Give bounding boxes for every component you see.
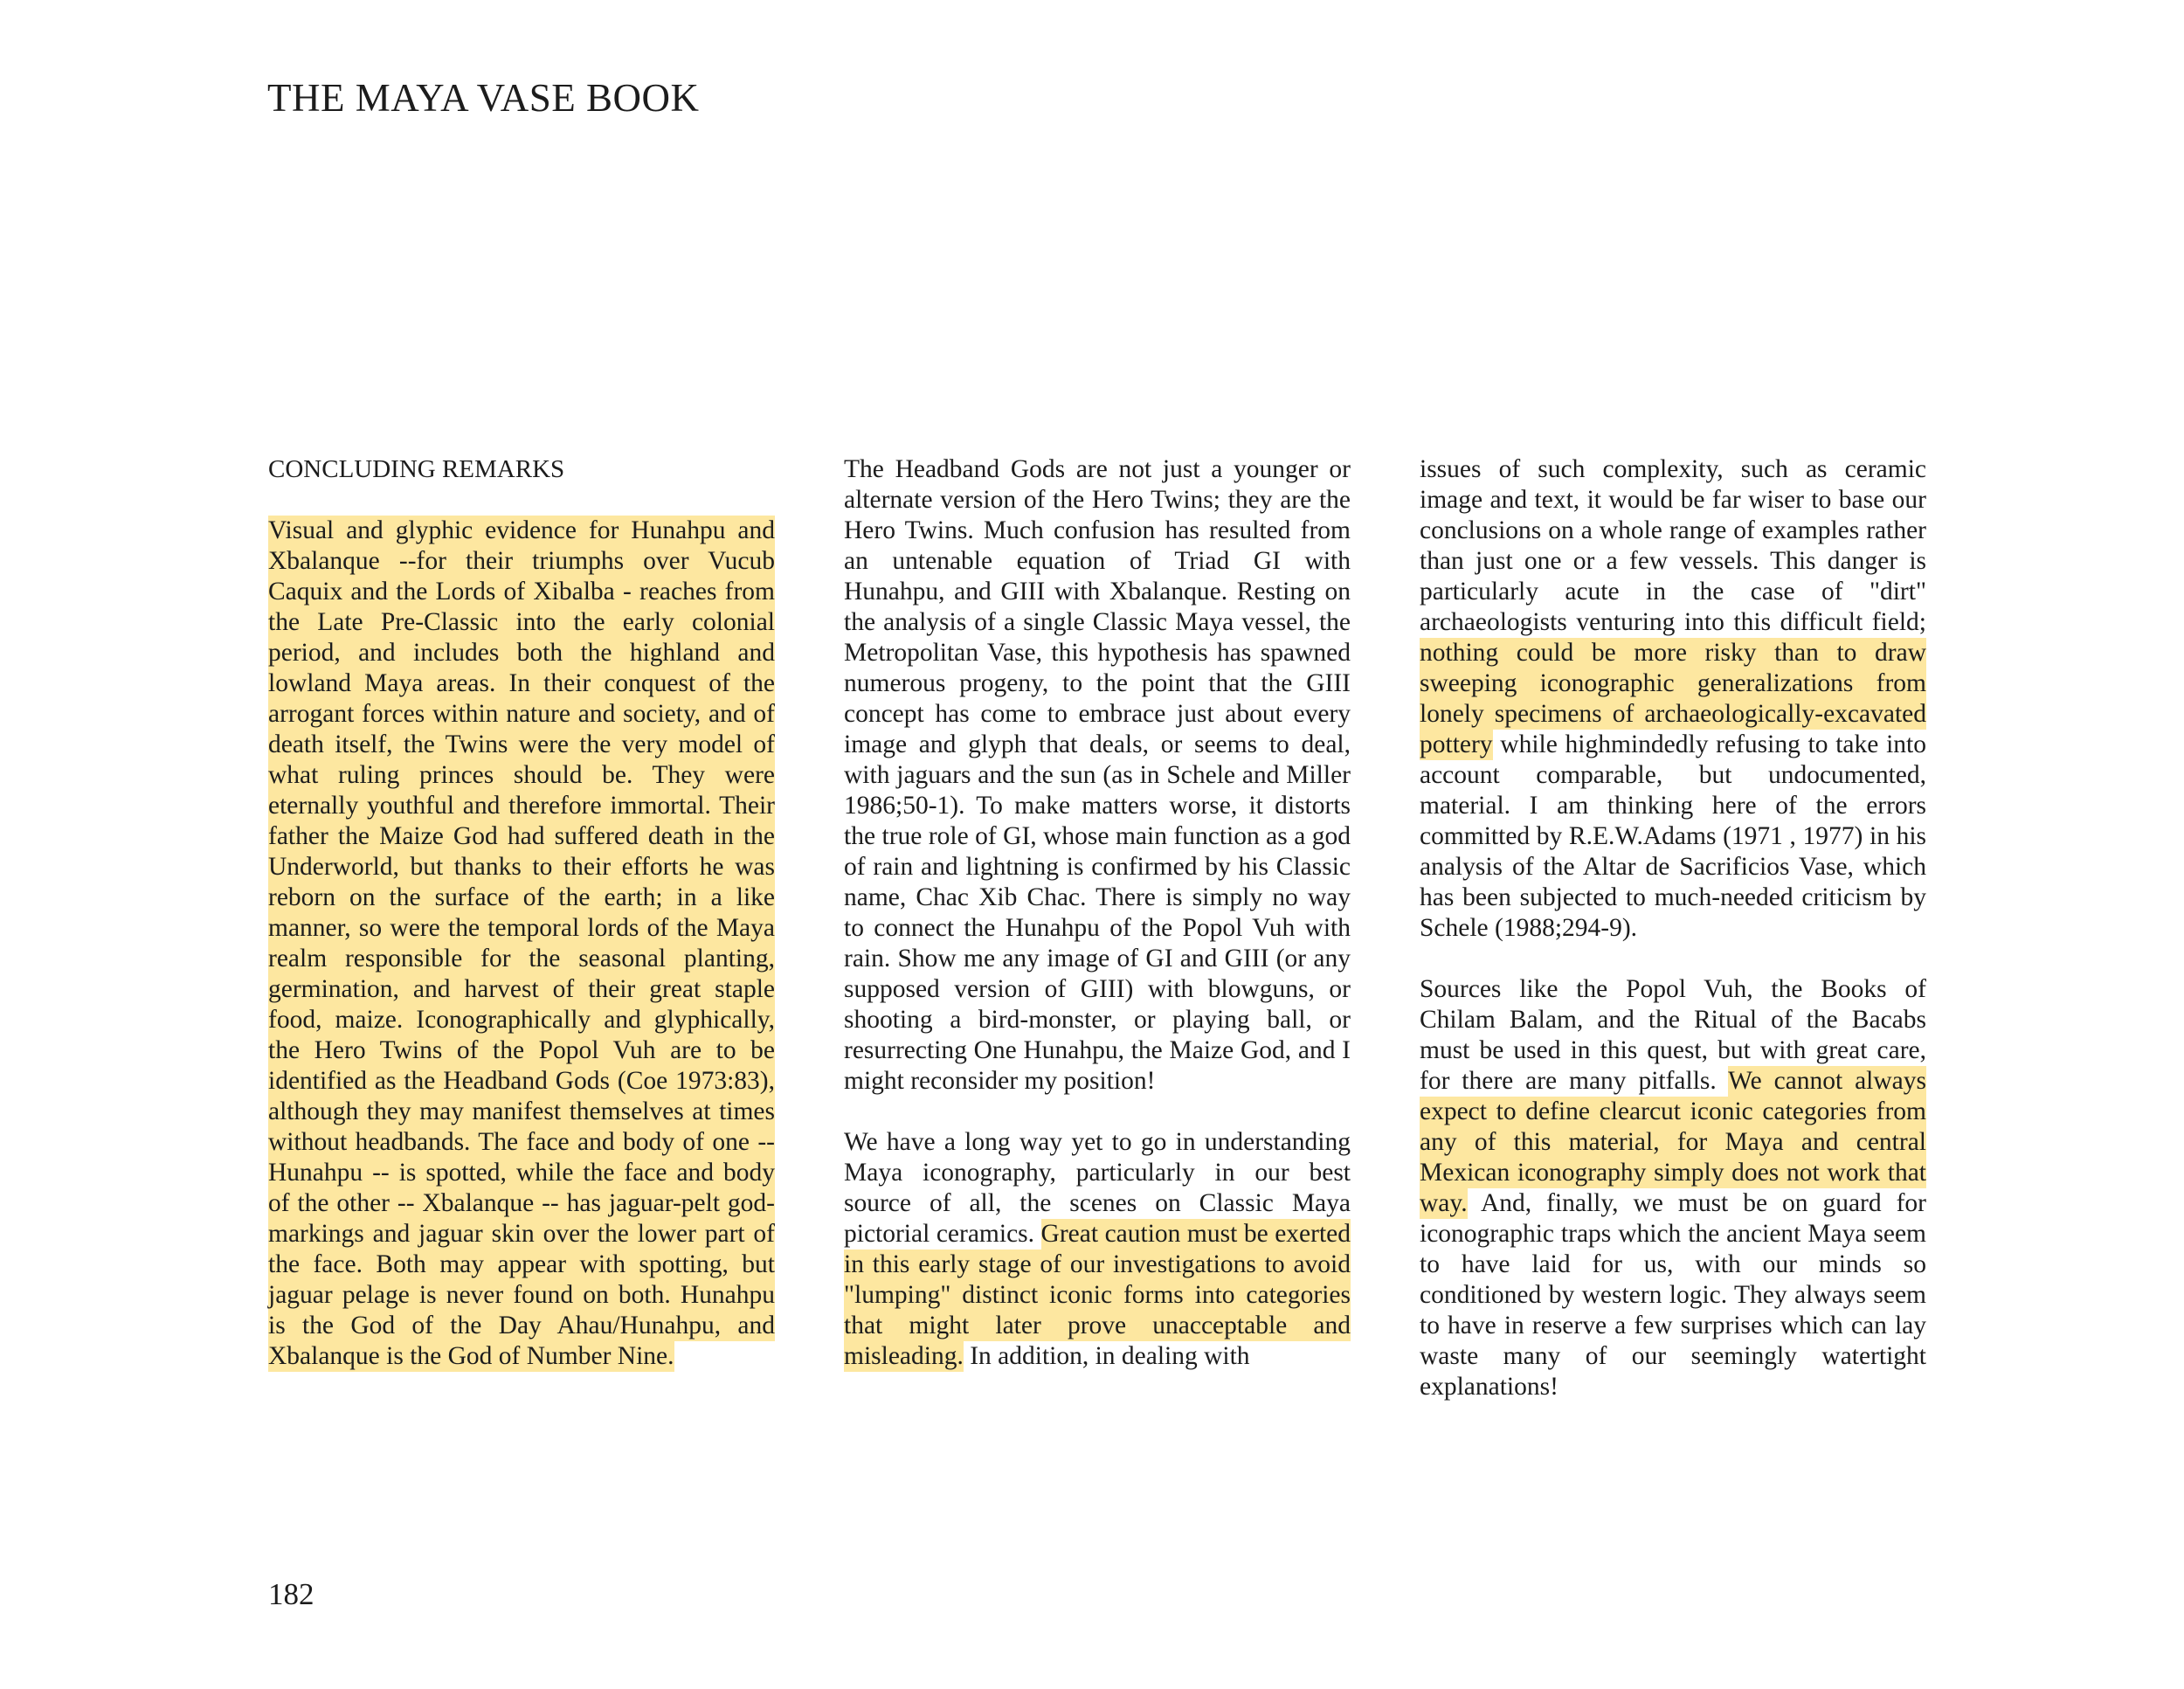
body-paragraph: [268, 516, 775, 1372]
text-column-2: [844, 454, 1351, 1372]
body-paragraph: [1420, 454, 1926, 944]
highlighted-text: Great caution must be exerted in this early stage of our investigations to avoid "lumping" distinct iconic forms into categories that might later prove unacceptable and misleading.: [844, 1220, 1351, 1370]
body-text: We have a long way yet to go in understanding Maya iconography, particularly in our best source of all, the scenes on Classic Maya pictorial ceramics.: [844, 1128, 1351, 1248]
body-paragraph: [844, 454, 1351, 1097]
body-paragraph: [1420, 974, 1926, 1402]
highlighted-text: nothing could be more risky than to draw sweeping iconographic generalizations from lonely specimens of archaeologically-excavated pottery: [1420, 639, 1926, 758]
body-text: issues of such complexity, such as ceramic image and text, it would be far wiser to base our conclusions on a whole range of examples rather than just one or a few vessels. This danger is particularly acute in the case of "dirt" archaeologists venturing into this difficult field;: [1420, 455, 1926, 636]
body-text: And, finally, we must be on guard for iconographic traps which the ancient Maya seem to have laid for us, with our minds so conditioned by western logic. They always seem to have in reserve a few surprises which can lay waste many of our seemingly watertight explanations!: [1420, 1189, 1926, 1401]
text-column-1: [268, 454, 775, 1372]
page-number: 182: [268, 1577, 314, 1611]
body-text: while highmindedly refusing to take into account comparable, but undocumented, material. I am thinking here of the errors committed by R.E.W.Adams (1971 , 1977) in his analysis of the Altar de Sacrificios Vase, which has been subjected to much-needed criticism by Schele (1988;294-9).: [1420, 730, 1926, 942]
body-text: In addition, in dealing with: [963, 1342, 1250, 1370]
body-paragraph: [844, 1127, 1351, 1372]
text-column-3: [1420, 454, 1926, 1402]
book-title: THE MAYA VASE BOOK: [267, 76, 700, 120]
highlighted-text: We cannot always expect to define clearcut iconic categories from any of this material, for Maya and central Mexican iconography simply does not work that way.: [1420, 1067, 1927, 1217]
body-text: The Headband Gods are not just a younger or alternate version of the Hero Twins; they are the Hero Twins. Much confusion has resulted from an untenable equation of Triad GI with Hunahpu, and GIII with Xbalanque. Resting on the analysis of a single Classic Maya vessel, the Metropolitan Vase, this hypothesis has spawned numerous progeny, to the point that the GIII concept has come to embrace just about every image and glyph that deals, or seems to deal, with jaguars and the sun (as in Schele and Miller 1986;50-1). To make matters worse, it distorts the true role of GI, whose main function as a god of rain and lightning is confirmed by his Classic name, Chac Xib Chac. There is simply no way to connect the Hunahpu of the Popol Vuh with rain. Show me any image of GI and GIII (or any supposed version of GIII) with blowguns, or shooting a bird-monster, or playing ball, or resurrecting One Hunahpu, the Maize God, and I might reconsider my position!: [844, 455, 1351, 1095]
highlighted-text: Visual and glyphic evidence for Hunahpu and Xbalanque --for their triumphs over Vucub Caquix and the Lords of Xibalba - reaches from the Late Pre-Classic into the early colonial period, and includes both the highland and lowland Maya areas. In their conquest of the arrogant forces within nature and society, and of death itself, the Twins were the very model of what ruling princes should be. They were eternally youthful and therefore immortal. Their father the Maize God had suffered death in the Underworld, but thanks to their efforts he was reborn on the surface of the earth; in a like manner, so were the temporal lords of the Maya realm responsible for the seasonal planting, germination, and harvest of their great staple food, maize. Iconographically and glyphically, the Hero Twins of the Popol Vuh are to be identified as the Headband Gods (Coe 1973:83), although they may manifest themselves at times without headbands. The face and body of one -- Hunahpu -- is spotted, while the face and body of the other -- Xbalanque -- has jaguar-pelt god-markings and jaguar skin over the lower part of the face. Both may appear with spotting, but jaguar pelage is never found on both. Hunahpu is the God of the Day Ahau/Hunahpu, and Xbalanque is the God of Number Nine.: [268, 516, 775, 1370]
body-text: Sources like the Popol Vuh, the Books of Chilam Balam, and the Ritual of the Bacabs must be used in this quest, but with great care, for there are many pitfalls.: [1420, 975, 1926, 1095]
section-heading: CONCLUDING REMARKS: [268, 455, 565, 483]
